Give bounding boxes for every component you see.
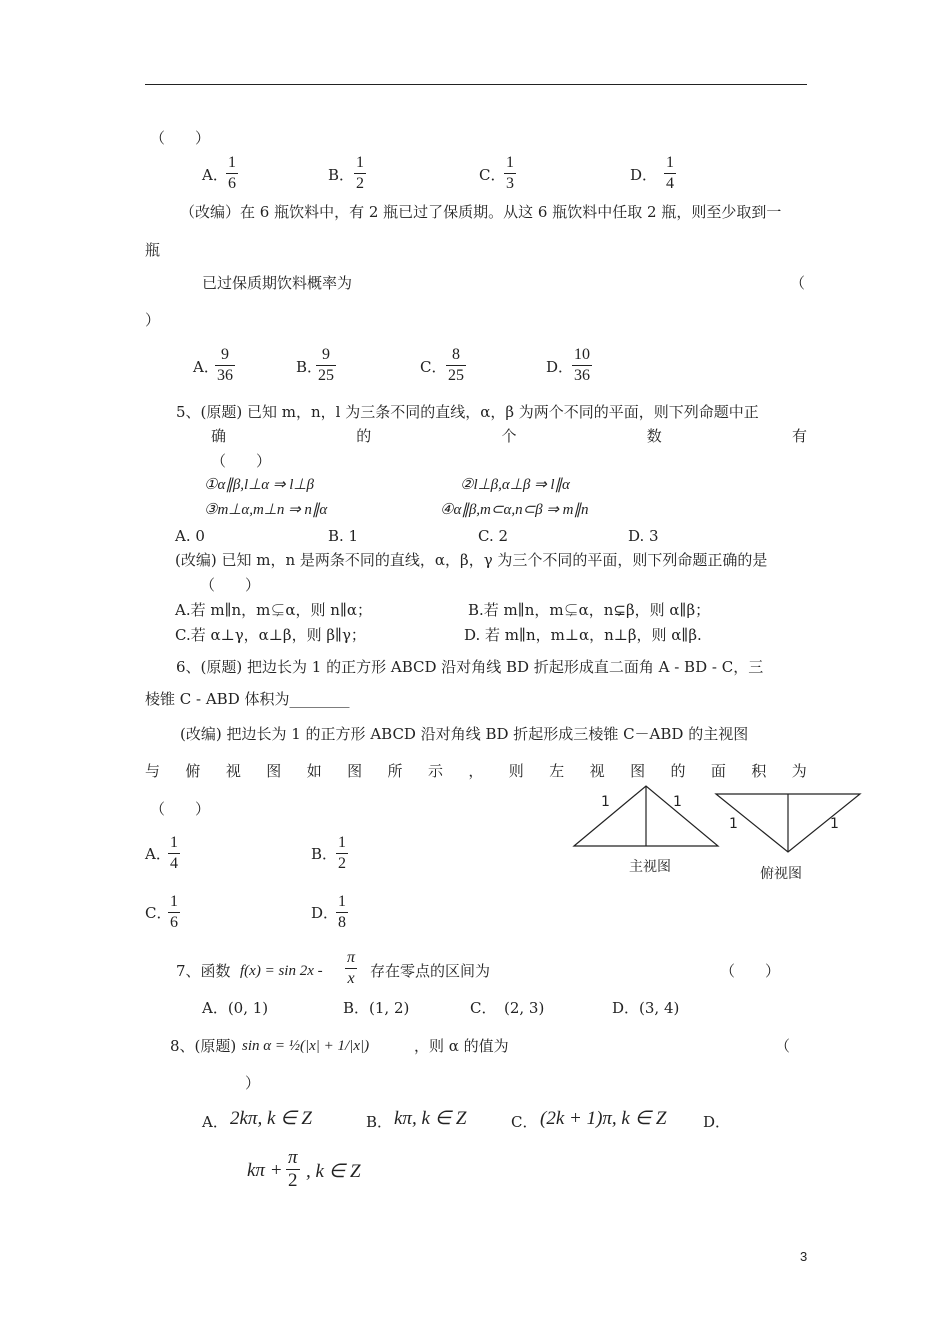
edge-label: 1 (673, 794, 682, 810)
question-text: (改编) 把边长为 1 的正方形 ABCD 沿对角线 BD 折起形成三棱锥 C－ABD 的主视图 (180, 725, 749, 743)
question-prefix: 7、函数 (176, 962, 231, 980)
option-fraction: 10 36 (574, 346, 590, 384)
option-label: D． (311, 904, 339, 922)
option: A. 0 (175, 527, 205, 545)
option-label: D． (546, 358, 574, 376)
option-fraction: 1 2 (338, 834, 346, 872)
edge-label: 1 (729, 816, 738, 832)
option: A．(0, 1) (202, 999, 269, 1017)
option-label: A． (193, 358, 219, 376)
option: C.若 α⊥γ，α⊥β，则 β∥γ； (175, 626, 366, 644)
option-math: 2kπ, k ∈ Z (230, 1108, 313, 1129)
option-math: kπ, k ∈ Z (394, 1108, 467, 1129)
option-fraction: 1 6 (228, 154, 236, 192)
option-label: D． (703, 1113, 731, 1131)
answer-paren: （ ） (200, 576, 261, 594)
proposition-1: ①α∥β,l⊥α ⇒ l⊥β (204, 477, 314, 493)
option: D. 3 (628, 527, 659, 545)
front-view-figure (570, 782, 725, 852)
option-label: B． (296, 358, 323, 376)
pi-over-2: π 2 (288, 1147, 298, 1191)
option: B.若 m∥n，m⊊α，n⊊β，则 α∥β； (468, 601, 711, 619)
answer-paren: （ ） (211, 452, 272, 470)
question-text: 已过保质期饮料概率为 (202, 274, 353, 292)
question-prefix: 8、(原题) (170, 1037, 237, 1055)
question-text: （改编）在 6 瓶饮料中，有 2 瓶已过了保质期。从这 6 瓶饮料中任取 2 瓶，则至少取到一 (180, 203, 782, 221)
option: D．(3, 4) (612, 999, 680, 1017)
question-text: 棱锥 C - ABD 体积为________ (145, 690, 350, 708)
option-label: B． (366, 1113, 393, 1131)
answer-paren-open: （ (775, 1037, 791, 1055)
option-fraction: 1 3 (506, 154, 514, 192)
function-expression: f(x) = sin 2x - (240, 963, 323, 979)
option-label: C． (479, 166, 506, 184)
option-fraction: 1 8 (338, 893, 346, 931)
question-text: (改编) 已知 m，n 是两条不同的直线，α，β，γ 为三个不同的平面，则下列命题正确的是 (175, 551, 768, 569)
option-math: , k ∈ Z (306, 1161, 361, 1182)
option-label: B． (328, 166, 355, 184)
answer-paren-close: ） (145, 311, 161, 329)
option-label: C． (420, 358, 447, 376)
option: B．(1, 2) (343, 999, 410, 1017)
option-label: A． (145, 845, 171, 863)
paren-prev: （ ） (150, 129, 211, 147)
option: D. 若 m∥n，m⊥α，n⊥β，则 α∥β. (464, 626, 702, 644)
option-math: (2k + 1)π, k ∈ Z (540, 1108, 667, 1129)
proposition-2: ②l⊥β,α⊥β ⇒ l∥α (460, 477, 570, 493)
option: C. 2 (478, 527, 509, 545)
edge-label: 1 (830, 816, 839, 832)
header-rule (145, 84, 807, 85)
question-text: 存在零点的区间为 (370, 962, 491, 980)
question-text: 5、(原题) 已知 m，n，l 为三条不同的直线，α，β 为两个不同的平面，则下列命题中正 (176, 403, 759, 421)
top-view-label: 俯视图 (760, 866, 802, 882)
option-label: C． (145, 904, 172, 922)
spread-line: 与 俯 视 图 如 图 所 示 ， 则 左 视 图 的 面 积 为 (145, 762, 807, 780)
option-fraction: 1 4 (666, 154, 674, 192)
page-number: 3 (800, 1249, 808, 1264)
question-text: 6、(原题) 把边长为 1 的正方形 ABCD 沿对角线 BD 折起形成直二面角 A - BD - C，三 (176, 658, 764, 676)
question-text: ，则 α 的值为 (414, 1037, 509, 1055)
sine-expression: sin α = ½(|x| + 1/|x|) (242, 1038, 370, 1054)
proposition-4: ④α∥β,m⊂α,n⊂β ⇒ m∥n (440, 502, 589, 518)
option-label: C． (511, 1113, 538, 1131)
option-fraction: 9 36 (217, 346, 233, 384)
answer-paren-close: ） (245, 1074, 261, 1092)
edge-label: 1 (601, 794, 610, 810)
answer-paren: （ ） (150, 800, 211, 818)
top-view-figure (712, 788, 867, 858)
pi-over-x: π x (347, 949, 356, 987)
option-fraction: 1 6 (170, 893, 178, 931)
option-fraction: 9 25 (318, 346, 334, 384)
option-fraction: 1 2 (356, 154, 364, 192)
option: C． (2, 3) (470, 999, 545, 1017)
option-label: A． (202, 1113, 228, 1131)
option-label: B． (311, 845, 338, 863)
front-view-label: 主视图 (629, 859, 671, 875)
answer-paren: （ ） (720, 962, 781, 980)
option-fraction: 1 4 (170, 834, 178, 872)
proposition-3: ③m⊥α,m⊥n ⇒ n∥α (204, 502, 328, 518)
answer-paren-open: （ (790, 274, 806, 292)
option-label: D． (630, 166, 658, 184)
option: A.若 m∥n，m⊊α，则 n∥α； (175, 601, 373, 619)
option: B. 1 (328, 527, 359, 545)
option-fraction: 8 25 (448, 346, 464, 384)
option-label: A． (202, 166, 228, 184)
spread-line: 确 的 个 数 有 (211, 427, 807, 445)
option-math: kπ + (247, 1160, 283, 1181)
question-text: 瓶 (145, 241, 161, 259)
